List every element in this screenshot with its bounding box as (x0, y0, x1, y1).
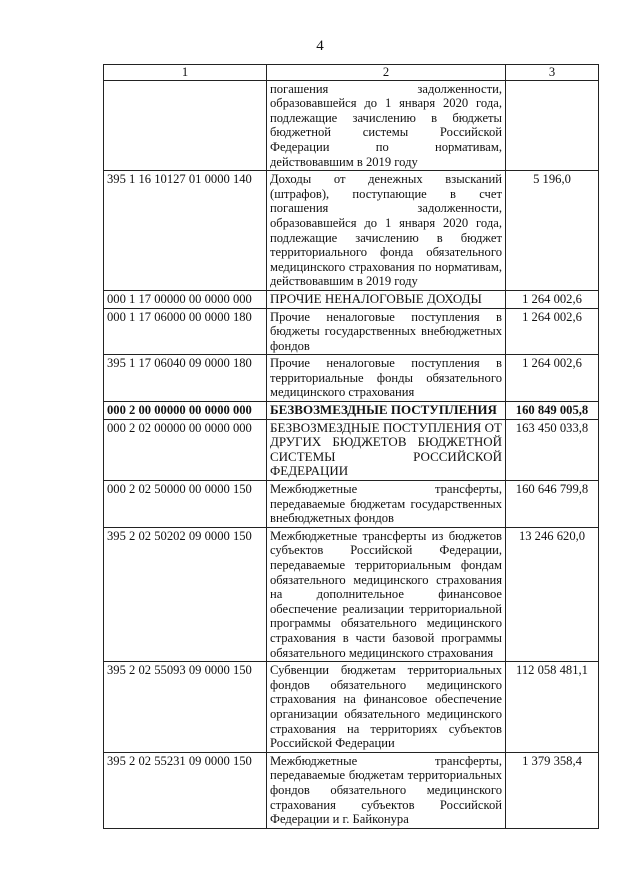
row-amount: 1 264 002,6 (506, 308, 599, 355)
budget-revenue-table (103, 64, 599, 829)
row-amount (506, 80, 599, 171)
row-code: 000 1 17 06000 00 0000 180 (104, 308, 267, 355)
row-description: Прочие неналоговые поступления в территориальные фонды обязательного медицинского страхования (267, 355, 506, 402)
table-row (104, 290, 599, 308)
row-amount: 160 849 005,8 (506, 402, 599, 420)
row-description: БЕЗВОЗМЕЗДНЫЕ ПОСТУПЛЕНИЯ ОТ ДРУГИХ БЮДЖЕТОВ БЮДЖЕТНОЙ СИСТЕМЫ РОССИЙСКОЙ ФЕДЕРАЦИИ (267, 419, 506, 480)
row-description: Межбюджетные трансферты, передаваемые бюджетам территориальных фондов обязательного медицинского страхования субъектов Российской Федерации и г. Байконура (267, 752, 506, 828)
row-amount: 1 379 358,4 (506, 752, 599, 828)
row-description: Прочие неналоговые поступления в бюджеты государственных внебюджетных фондов (267, 308, 506, 355)
row-code: 395 1 16 10127 01 0000 140 (104, 171, 267, 291)
row-description: погашения задолженности, образовавшейся до 1 января 2020 года, подлежащие зачислению в бюджеты бюджетной системы Российской Федерации по нормативам, действовавшим в 2019 году (267, 80, 506, 171)
row-code: 000 1 17 00000 00 0000 000 (104, 290, 267, 308)
row-code: 395 2 02 55093 09 0000 150 (104, 662, 267, 753)
row-description: Доходы от денежных взысканий (штрафов), поступающие в счет погашения задолженности, образовавшейся до 1 января 2020 года, подлежащие зачислению в бюджет территориального фонда обязательного медицинского страхования по нормативам, действовавшим в 2019 году (267, 171, 506, 291)
table-row (104, 752, 599, 828)
table-row (104, 481, 599, 528)
table-row (104, 80, 599, 171)
table-row (104, 355, 599, 402)
row-amount: 160 646 799,8 (506, 481, 599, 528)
table-header-row (104, 65, 599, 81)
table-row (104, 662, 599, 753)
row-description: Межбюджетные трансферты, передаваемые бюджетам государственных внебюджетных фондов (267, 481, 506, 528)
row-code: 395 2 02 55231 09 0000 150 (104, 752, 267, 828)
row-amount: 13 246 620,0 (506, 527, 599, 661)
row-amount: 163 450 033,8 (506, 419, 599, 480)
row-code: 395 2 02 50202 09 0000 150 (104, 527, 267, 661)
column-header-amount: 3 (506, 65, 599, 81)
table-row (104, 419, 599, 480)
row-description: Субвенции бюджетам территориальных фондов обязательного медицинского страхования на финансовое обеспечение организации обязательного медицинского страхования на территориях субъектов Российской Федерации (267, 662, 506, 753)
table-row (104, 171, 599, 291)
row-amount: 5 196,0 (506, 171, 599, 291)
page-number: 4 (316, 38, 324, 54)
row-code (104, 80, 267, 171)
row-code: 000 2 02 00000 00 0000 000 (104, 419, 267, 480)
row-amount: 1 264 002,6 (506, 290, 599, 308)
row-amount: 1 264 002,6 (506, 355, 599, 402)
table-row (104, 308, 599, 355)
row-description: Межбюджетные трансферты из бюджетов субъектов Российской Федерации, передаваемые территориальным фондам обязательного медицинского страхования на дополнительное финансовое обеспечение реализации территориальной программы обязательного медицинского страхования в части базовой программы обязательного медицинского страхования (267, 527, 506, 661)
column-header-code: 1 (104, 65, 267, 81)
row-description: БЕЗВОЗМЕЗДНЫЕ ПОСТУПЛЕНИЯ (267, 402, 506, 420)
table-row-total (104, 402, 599, 420)
table-row (104, 527, 599, 661)
row-code: 000 2 02 50000 00 0000 150 (104, 481, 267, 528)
row-amount: 112 058 481,1 (506, 662, 599, 753)
row-description: ПРОЧИЕ НЕНАЛОГОВЫЕ ДОХОДЫ (267, 290, 506, 308)
row-code: 000 2 00 00000 00 0000 000 (104, 402, 267, 420)
row-code: 395 1 17 06040 09 0000 180 (104, 355, 267, 402)
column-header-description: 2 (267, 65, 506, 81)
